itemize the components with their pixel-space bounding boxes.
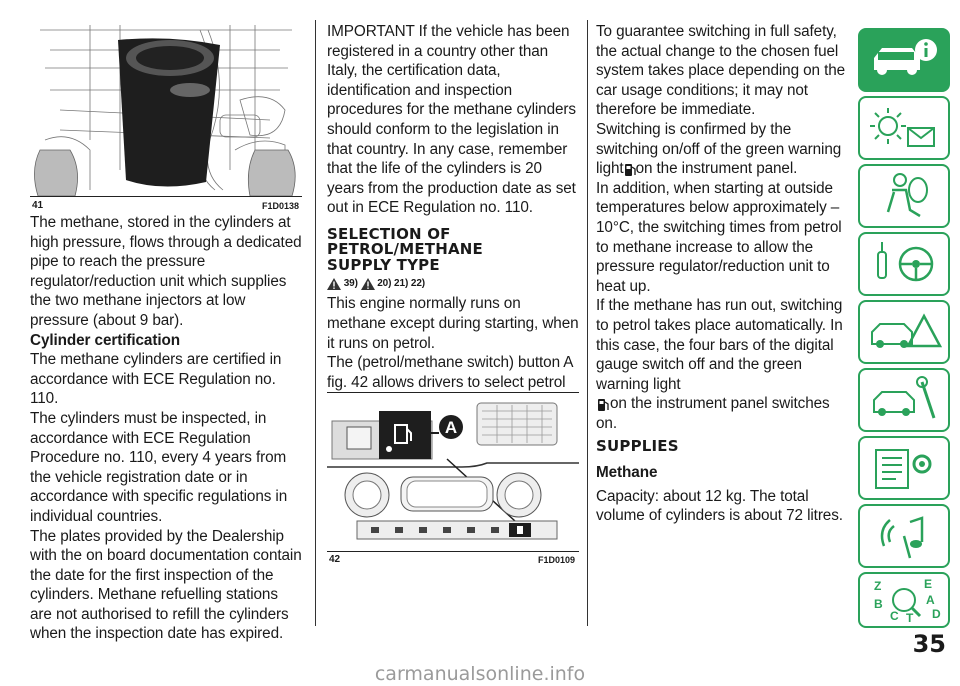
tab-multimedia[interactable]: [858, 504, 950, 568]
index-letter-e: E: [924, 577, 933, 591]
column-divider-1: [315, 20, 316, 626]
tab-safety[interactable]: [858, 164, 950, 228]
warning-triangle-icon: [327, 278, 341, 290]
methane-heading: Methane: [596, 463, 658, 481]
airbag-seat-icon: [860, 166, 948, 226]
methane-empty-paragraph: [596, 296, 850, 433]
methane-storage-paragraph: The methane, stored in the cylinders at high pressure, flows through a dedicated pipe to reach the pressure regulator/reduction unit which supplies the two methane injectors at low pressure (about 9 bar).: [30, 214, 302, 329]
switching-safety-paragraph: To guarantee switching in full safety, the actual change to the chosen fuel system takes place depending on the car usage conditions; it may not therefore be immediate.: [596, 23, 846, 119]
dashboard-illustration: [327, 393, 579, 551]
tab-lights-messages[interactable]: [858, 96, 950, 160]
index-letter-t: T: [906, 611, 914, 625]
engine-operation-paragraph: This engine normally runs on methane except during starting, when it runs on petrol.: [327, 295, 579, 352]
tab-index[interactable]: [858, 572, 950, 628]
emergency-icon: [860, 302, 948, 362]
section-title-line-1: SELECTION OF: [327, 224, 451, 243]
caution-references: 20) 21) 22): [377, 278, 426, 290]
index-letter-z: Z: [874, 579, 882, 593]
key-steering-icon: [860, 234, 948, 294]
plates-paragraph: The plates provided by the Dealership with the on board documentation contain the date for the first inspection of the cylinders. Methane refuelling stations are not authorised to refill the cylinders when the inspection date has expired.: [30, 527, 302, 643]
warning-lights-icon: [860, 98, 948, 158]
figure-41-code: F1D0138: [262, 201, 300, 211]
figure-42-number: 42: [329, 554, 341, 565]
specs-gear-icon: [860, 438, 948, 498]
methane-capacity-paragraph: Capacity: about 12 kg. The total volume of cylinders is about 72 litres.: [596, 487, 843, 525]
switching-confirm-paragraph: [596, 120, 850, 179]
watermark: carmanualsonline.info: [374, 663, 586, 685]
car-info-icon: [860, 30, 948, 90]
certification-paragraph: The methane cylinders are certified in accordance with ECE Regulation no. 110.: [30, 351, 282, 408]
index-letter-c: C: [890, 609, 899, 623]
tab-technical-data[interactable]: [858, 436, 950, 500]
warning-reference-39: 39): [343, 278, 358, 290]
callout-A: A: [444, 418, 458, 437]
page-number: 35: [912, 630, 946, 658]
fuel-warning-light-icon: [596, 396, 610, 412]
cylinder-certification-heading: Cylinder certification: [30, 331, 180, 349]
underbody-illustration: [30, 20, 302, 196]
switch-button-paragraph: The (petrol/methane switch) button A fig. 42 allows drivers to select petrol: [327, 354, 573, 391]
tab-starting-driving[interactable]: [858, 232, 950, 296]
column-1: [30, 213, 302, 644]
figure-41: [30, 20, 302, 197]
tab-vehicle-info[interactable]: [858, 28, 950, 92]
section-title-line-3: SUPPLY TYPE: [327, 255, 440, 274]
section-title-line-2: PETROL/METHANE: [327, 240, 483, 259]
tab-maintenance[interactable]: [858, 368, 950, 432]
multimedia-icon: [860, 506, 948, 566]
methane-empty-text-end: on the instrument panel switches on.: [596, 395, 830, 432]
column-divider-2: [587, 20, 588, 626]
figure-42: [327, 392, 579, 552]
caution-triangle-icon: [361, 278, 375, 290]
warning-references: [327, 276, 579, 292]
tab-emergency[interactable]: [858, 300, 950, 364]
column-2: [327, 22, 579, 412]
cold-start-paragraph: In addition, when starting at outside temperatures below approximately –10°C, the switching times from petrol to methane increase to allow the pressure regulator/reduction unit to heat up.: [596, 179, 842, 295]
supplies-title: SUPPLIES: [596, 437, 679, 456]
methane-warning-light-icon: [624, 161, 636, 177]
figure-41-number: 41: [32, 200, 44, 211]
index-letter-b: B: [874, 597, 883, 611]
index-icon: [860, 574, 948, 626]
switching-confirm-text-end: on the instrument panel.: [635, 160, 798, 178]
figure-42-code: F1D0109: [538, 555, 576, 565]
switching-confirm-text: Switching is confirmed by the switching on/off of the green warning light: [596, 120, 842, 178]
inspection-paragraph: The cylinders must be inspected, in accordance with ECE Regulation Procedure no. 110, every 4 years from the vehicle registration date or in accordance with specific regulations in individual countries.: [30, 409, 288, 525]
column-3: [596, 22, 850, 526]
important-paragraph: IMPORTANT If the vehicle has been registered in a country other than Italy, the certification data, identification and inspection procedures for the methane cylinders should conform to the legislation in that country. In any case, remember that the life of the cylinders is 20 years from the production date as set out in ECE Regulation no. 110.: [327, 23, 576, 217]
index-letter-d: D: [932, 607, 941, 621]
index-letter-a: A: [926, 593, 935, 607]
car-wrench-icon: [860, 370, 948, 430]
methane-empty-text: If the methane has run out, switching to petrol takes place automatically. In this case, the four bars of the digital gauge switch off and the green warning light: [596, 297, 843, 393]
